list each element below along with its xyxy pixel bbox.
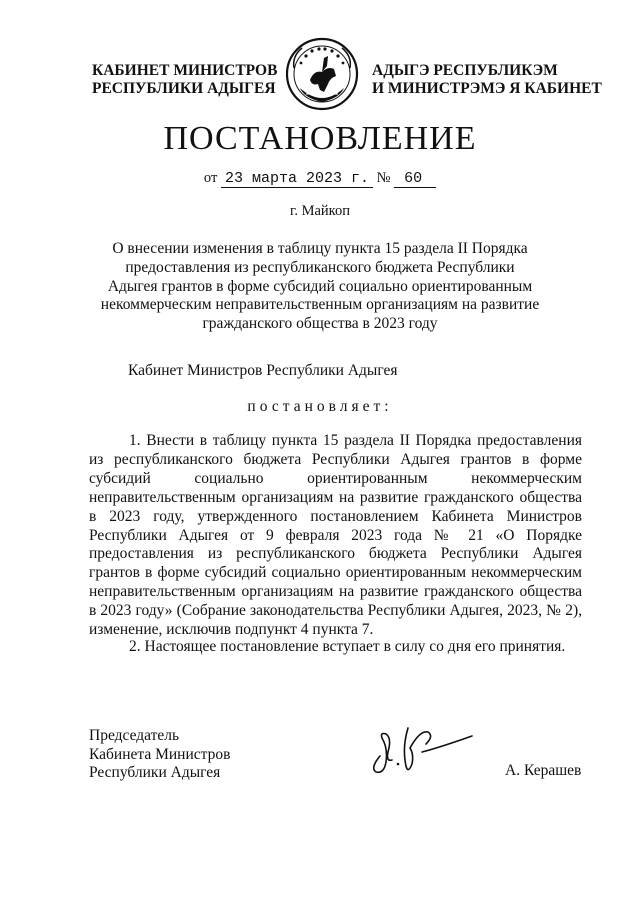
header-left-line-2: РЕСПУБЛИКИ АДЫГЕЯ xyxy=(92,80,276,97)
paragraph-2: 2. Настоящее постановление вступает в силу со дня его принятия. xyxy=(129,638,566,655)
header-right-title xyxy=(372,62,602,98)
header-right-line-1: АДЫГЭ РЕСПУБЛИКЭМ xyxy=(372,62,558,79)
document-date: 23 марта 2023 г. xyxy=(221,170,373,188)
decrees-line: постановляет: xyxy=(247,398,393,415)
document-number: 60 xyxy=(394,170,436,188)
signatory-title xyxy=(89,727,230,783)
header-right-line-2: И МИНИСТРЭМЭ Я КАБИНЕТ xyxy=(372,80,602,97)
header-left-title xyxy=(92,62,277,98)
paragraph-1: 1. Внести в таблицу пункта 15 раздела II Порядка предоставления из республиканского бюджета Республики Адыгея грантов в форме субсидий социально ориентированным некоммерческим неправительственным организациям на развитие гражданского общества в 2023 году, утвержденного постановлением Кабинета Министров Республики Адыгея от 9 февраля 2023 года № 21 «О Порядке предоставления из республиканского бюджета Республики Адыгея грантов в форме субсидий социально ориентированным некоммерческим неправительственным организациям на развитие гражданского общества в 2023 году» (Собрание законодательства Республики Адыгея, 2023, № 2), изменение, исключив подпункт 4 пункта 7. xyxy=(89,432,582,639)
document-city: г. Майкоп xyxy=(290,203,350,219)
signatory-name: А. Керашев xyxy=(505,762,582,779)
signatory-title-line-3: Республики Адыгея xyxy=(89,764,221,781)
signatory-title-line-1: Председатель xyxy=(89,727,180,744)
number-prefix: № xyxy=(376,170,391,186)
date-number-line xyxy=(0,170,640,187)
signatory-title-line-2: Кабинета Министров xyxy=(89,745,231,763)
date-prefix: от xyxy=(203,170,218,186)
handwritten-signature xyxy=(368,718,478,780)
issuer-line: Кабинет Министров Республики Адыгея xyxy=(128,362,398,379)
document-title: ПОСТАНОВЛЕНИЕ xyxy=(163,120,477,157)
coat-of-arms-icon xyxy=(284,36,360,112)
header-left-line-1: КАБИНЕТ МИНИСТРОВ xyxy=(92,62,278,79)
document-subject: О внесении изменения в таблицу пункта 15 раздела II Порядка предоставления из республиканского бюджета Республики Адыгея грантов в форме субсидий социально ориентированным некоммерческим неправительственным организациям на развитие гражданского общества в 2023 году xyxy=(100,240,540,333)
